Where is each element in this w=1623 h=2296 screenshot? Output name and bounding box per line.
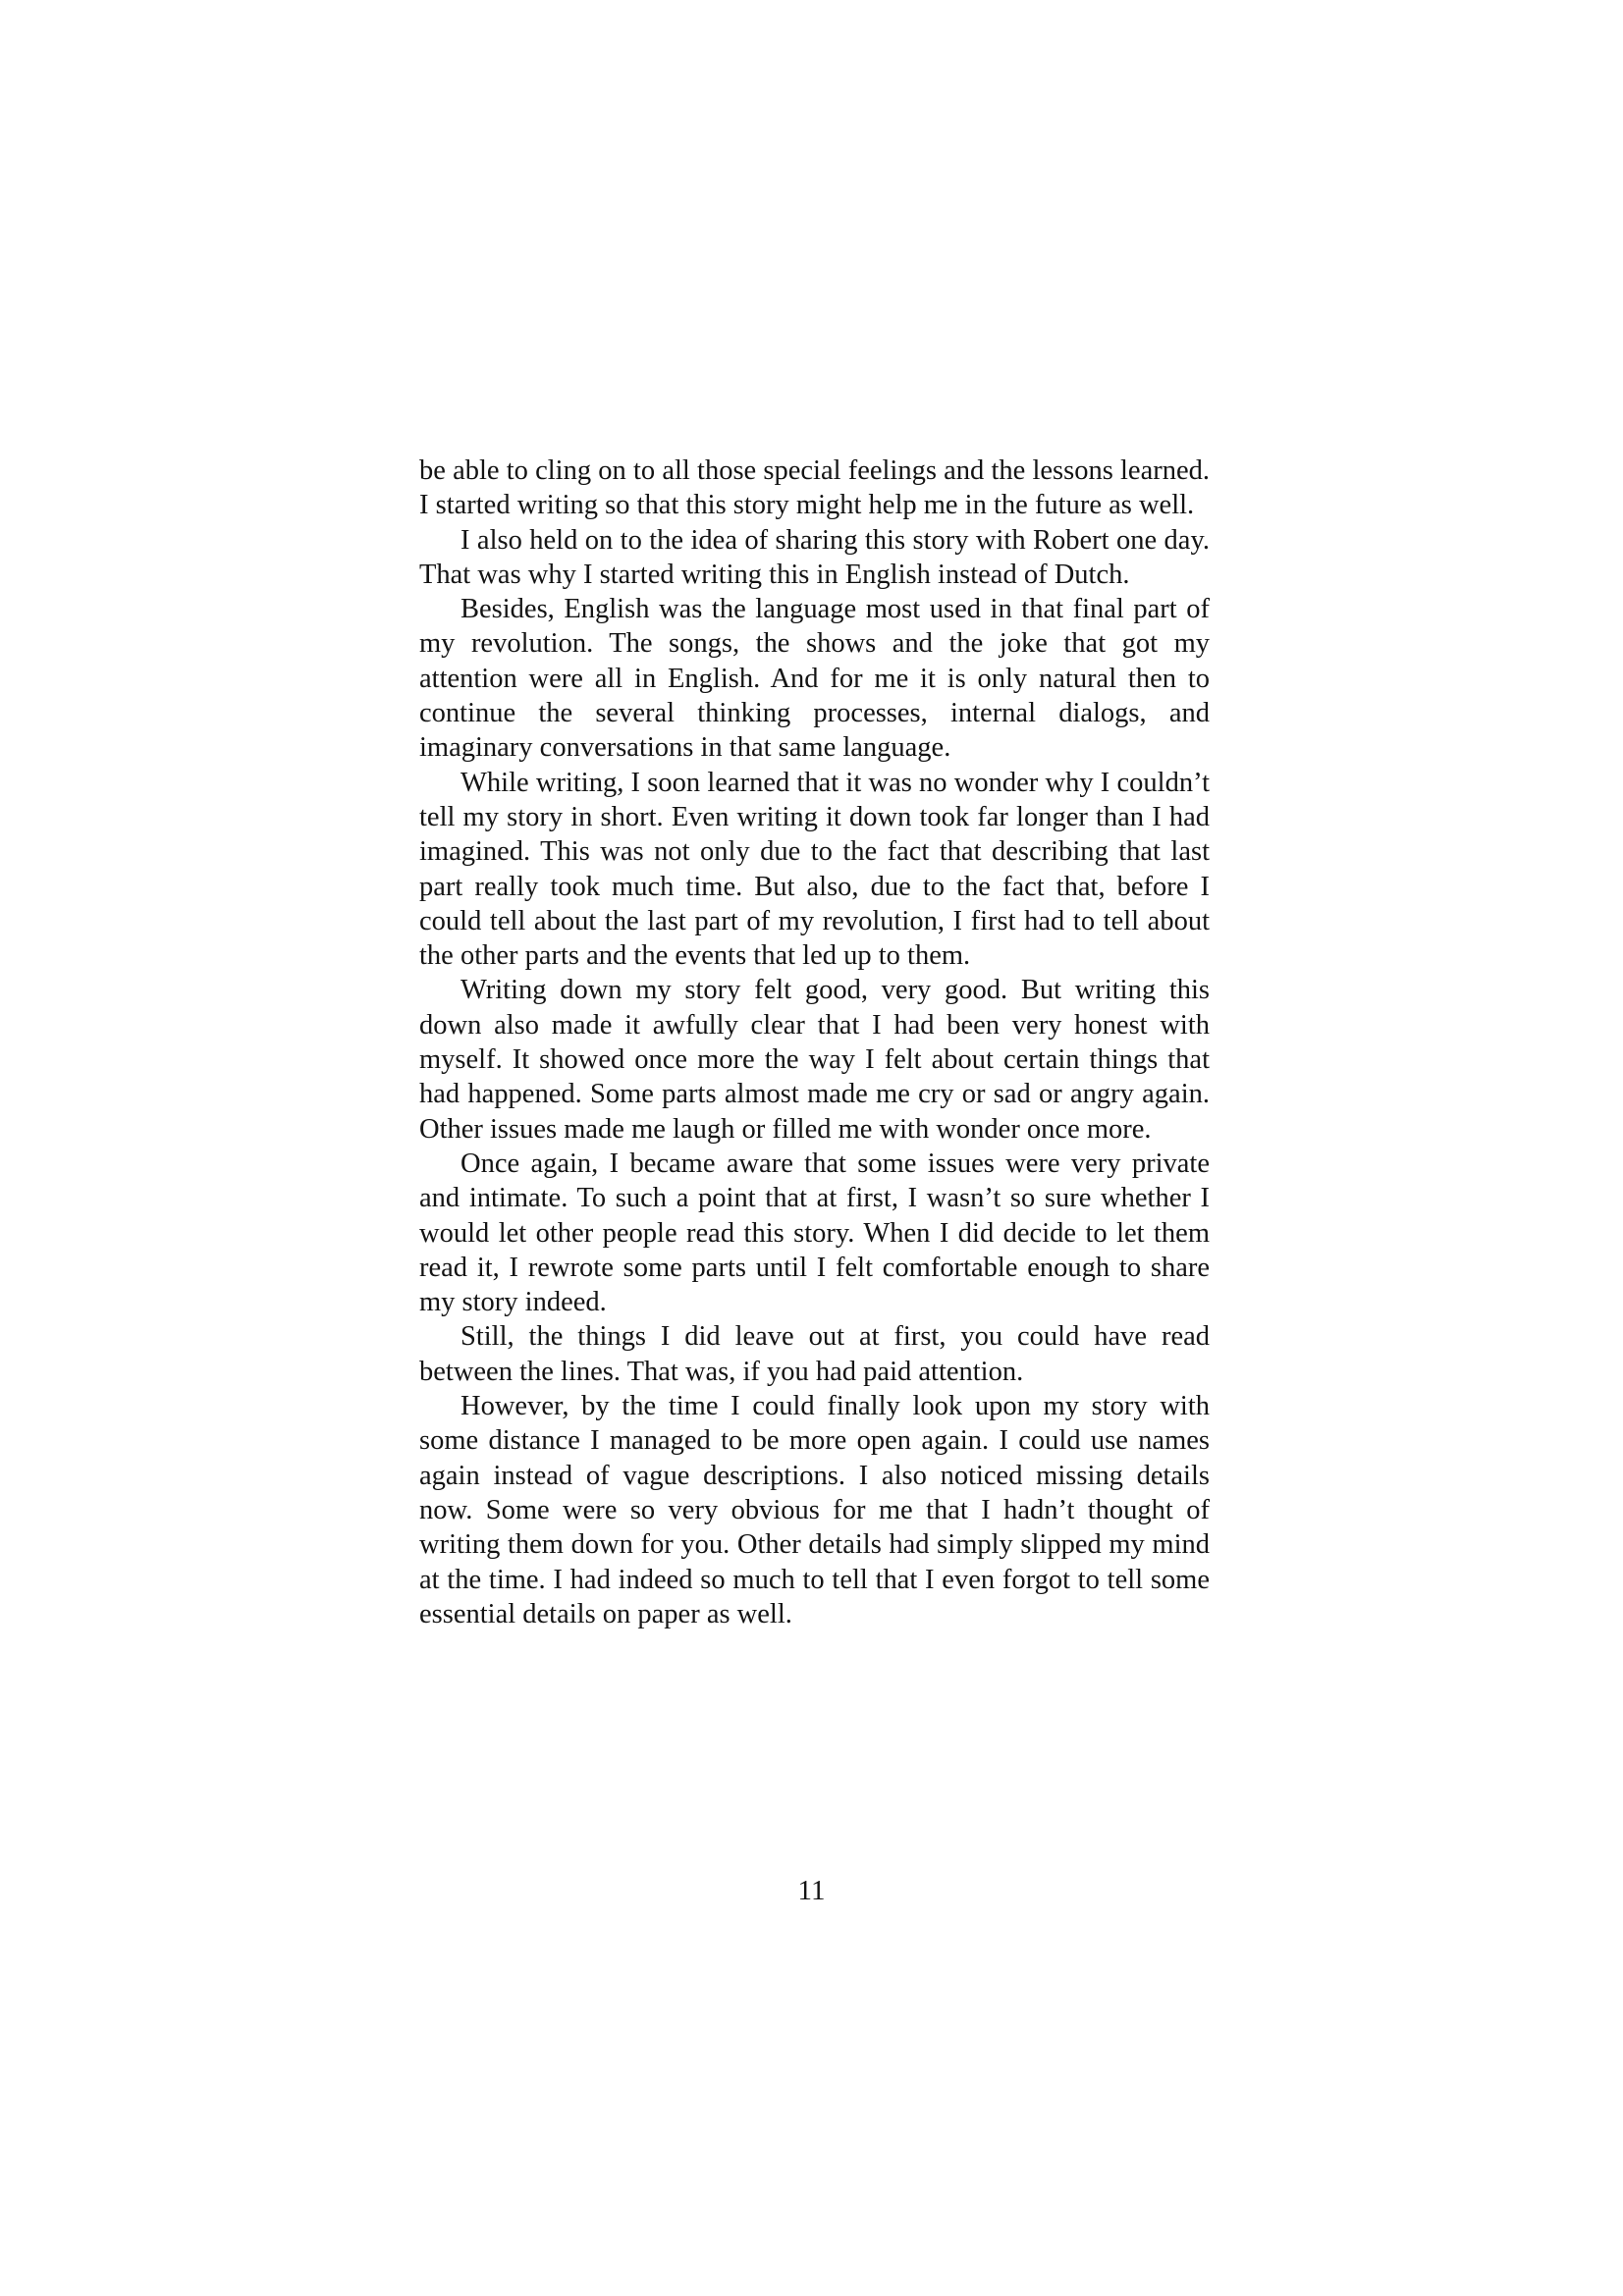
paragraph-7: Still, the things I did leave out at first, you could have read between the lines. That was, if you had paid attention.	[419, 1321, 1210, 1387]
paragraph-1: be able to cling on to all those special feelings and the lessons learned. I started writing so that this story might help me in the future as well.	[419, 455, 1210, 521]
page-number: 11	[797, 1875, 826, 1906]
paragraph-6: Once again, I became aware that some issues were very private and intimate. To such a point that at first, I wasn’t so sure whether I would let other people read this story. When I did decide to let them read it, I rewrote some parts until I felt comfortable enough to share my story indeed.	[419, 1148, 1210, 1318]
paragraph-2: I also held on to the idea of sharing this story with Robert one day. That was why I started writing this in English instead of Dutch.	[419, 524, 1210, 590]
paragraph-4: While writing, I soon learned that it was no wonder why I couldn’t tell my story in short. Even writing it down took far longer than I had imagined. This was not only due to the fact that describing that last part really took much time. But also, due to the fact that, before I could tell about the last part of my revolution, I first had to tell about the other parts and the events that led up to them.	[419, 767, 1210, 972]
paragraph-5: Writing down my story felt good, very good. But writing this down also made it awfully clear that I had been very honest with myself. It showed once more the way I felt about certain things that had happened. Some parts almost made me cry or sad or angry again. Other issues made me laugh or filled me with wonder once more.	[419, 975, 1210, 1145]
body-text	[419, 454, 1210, 1631]
paragraph-3: Besides, English was the language most used in that final part of my revolution. The songs, the shows and the joke that got my attention were all in English. And for me it is only natural then to continue the several thinking processes, internal dialogs, and imaginary conversations in that same language.	[419, 594, 1210, 764]
paragraph-8: However, by the time I could finally look upon my story with some distance I managed to be more open again. I could use names again instead of vague descriptions. I also noticed missing details now. Some were so very obvious for me that I hadn’t thought of writing them down for you. Other details had simply slipped my mind at the time. I had indeed so much to tell that I even forgot to tell some essential details on paper as well.	[419, 1391, 1210, 1629]
